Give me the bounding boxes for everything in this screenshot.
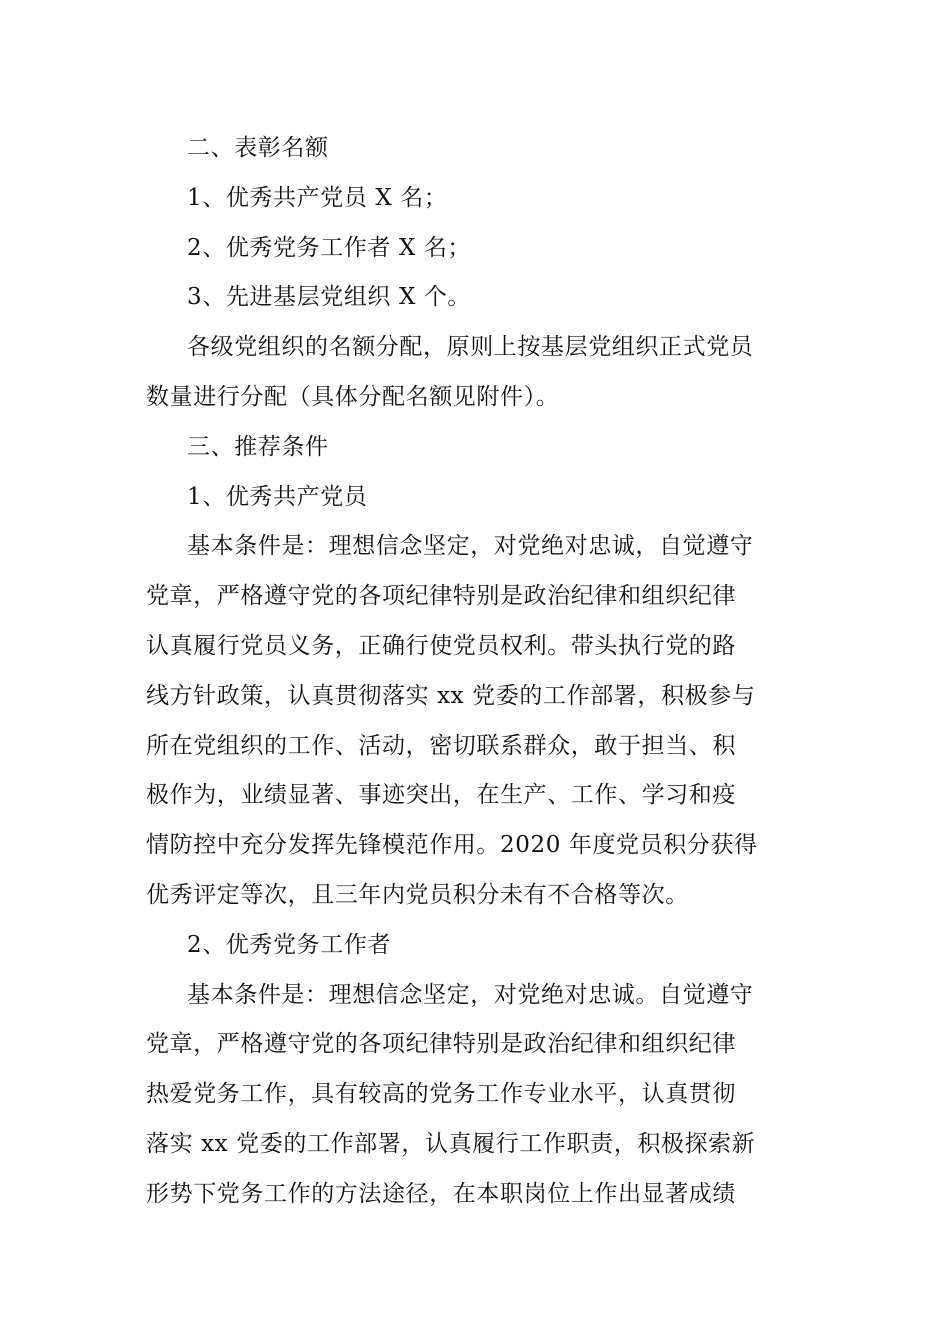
paragraph-line: 党章，严格遵守党的各项纪律特别是政治纪律和组织纪律 [146,583,736,610]
paragraph-line: 基本条件是：理想信念坚定，对党绝对忠诚，自觉遵守 [187,533,754,560]
paragraph-line: 认真履行党员义务，正确行使党员权利。带头执行党的路 [146,632,736,659]
subheading-outstanding-member: 1、优秀共产党员 [187,483,368,510]
quota-item-3: 3、先进基层党组织 X 个。 [187,284,472,311]
quota-item-2: 2、优秀党务工作者 X 名； [187,234,472,261]
paragraph-line: 热爱党务工作，具有较高的党务工作专业水平，认真贯彻 [146,1081,736,1108]
paragraph-line: 形势下党务工作的方法途径，在本职岗位上作出显著成绩 [146,1180,736,1207]
document-body [146,124,806,1220]
paragraph-line: 极作为，业绩显著、事迹突出，在生产、工作、学习和疫 [146,782,736,809]
paragraph-line: 所在党组织的工作、活动，密切联系群众，敢于担当、积 [146,732,736,759]
paragraph-line: 党章，严格遵守党的各项纪律特别是政治纪律和组织纪律 [146,1031,736,1058]
paragraph-line: 各级党组织的名额分配，原则上按基层党组织正式党员 [187,334,754,361]
quota-item-1: 1、优秀共产党员 X 名； [187,184,448,211]
subheading-party-worker: 2、优秀党务工作者 [187,931,392,958]
section-heading-conditions: 三、推荐条件 [187,433,329,460]
paragraph-line: 基本条件是：理想信念坚定，对党绝对忠诚。自觉遵守 [187,981,754,1008]
paragraph-line: 优秀评定等次，且三年内党员积分未有不合格等次。 [146,881,689,908]
paragraph-line: 情防控中充分发挥先锋模范作用。2020 年度党员积分获得 [146,832,758,859]
paragraph-line: 落实 xx 党委的工作部署，认真履行工作职责，积极探索新 [146,1130,756,1157]
section-heading-quota: 二、表彰名额 [187,135,329,161]
paragraph-line: 数量进行分配（具体分配名额见附件）。 [146,383,560,410]
paragraph-line: 线方针政策，认真贯彻落实 xx 党委的工作部署，积极参与 [146,682,756,709]
